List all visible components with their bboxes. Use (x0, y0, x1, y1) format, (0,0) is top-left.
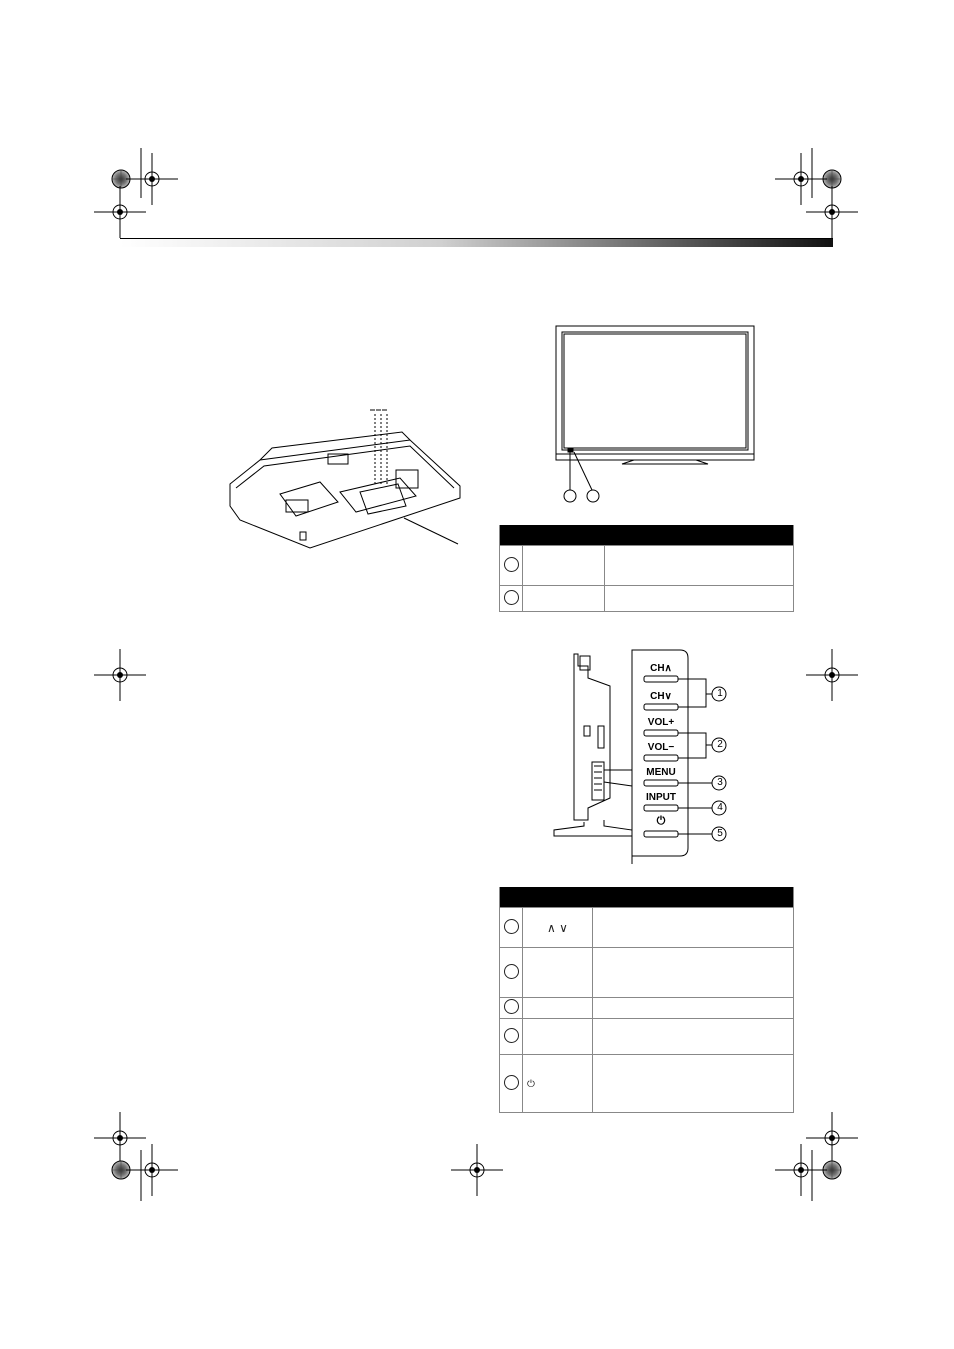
callout-5: 5 (717, 828, 723, 839)
button-label-menu: MENU (646, 767, 676, 778)
channel-arrows-icon: ∧ ∨ (547, 920, 568, 935)
button-label-input: INPUT (646, 792, 676, 803)
callout-4: 4 (717, 802, 723, 813)
callout-circle (504, 1075, 519, 1090)
callout-circle (504, 590, 519, 605)
button-label-vol-up: VOL+ (647, 717, 675, 728)
button-label-ch-up: CH∧ (650, 663, 672, 674)
callout-circle (504, 999, 519, 1014)
button-label-vol-down: VOL− (647, 742, 675, 753)
power-icon: ⏻ (656, 815, 666, 827)
callout-circle (504, 919, 519, 934)
tv-front-illustration (548, 324, 762, 506)
callout-circle (504, 964, 519, 979)
callout-circle (504, 1028, 519, 1043)
callout-2: 2 (717, 739, 723, 750)
front-indicators-table (499, 525, 794, 612)
callout-3: 3 (717, 777, 723, 788)
side-controls-table (499, 887, 794, 1113)
callout-circle (504, 557, 519, 572)
button-label-ch-down: CH∨ (650, 691, 672, 702)
side-panel-illustration (548, 648, 788, 866)
power-icon: ⏻ (527, 1078, 535, 1090)
callout-1: 1 (717, 688, 723, 699)
tv-back-illustration (220, 402, 470, 554)
